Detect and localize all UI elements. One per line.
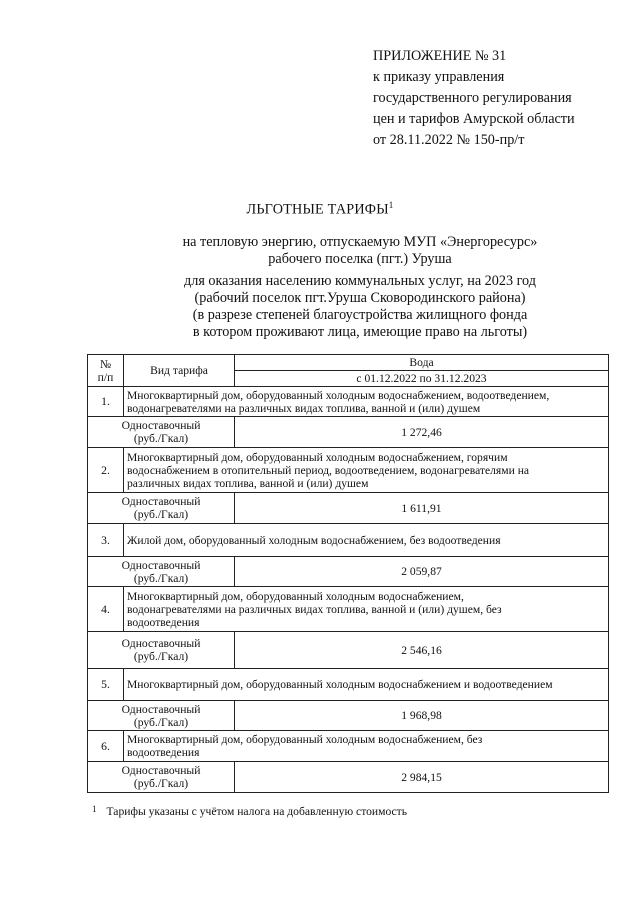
rate-label-line: Одноставочный xyxy=(121,495,201,508)
row-desc-cell xyxy=(124,587,609,632)
desc-line: Многоквартирный дом, оборудованный холодным водоснабжением, водоотведением, xyxy=(127,388,550,402)
desc-line: Жилой дом, оборудованный холодным водоснабжением, без водоотведения xyxy=(127,533,501,547)
row-num-cell: 6. xyxy=(88,731,124,762)
appendix-line: к приказу управления xyxy=(373,69,505,85)
rate-label-line: Одноставочный xyxy=(121,419,201,432)
table-row xyxy=(88,762,609,793)
desc-line: водонагревателями на различных видах топлива, ванной и (или) душем xyxy=(127,401,481,415)
rate-label-line: Одноставочный xyxy=(121,558,201,572)
desc-line: Многоквартирный дом, оборудованный холодным водоснабжением, горячим xyxy=(127,450,508,464)
subtitle-line: для оказания населению коммунальных услуг, на 2023 год xyxy=(184,273,536,289)
subtitle-line: рабочего поселка (пгт.) Уруша xyxy=(268,251,452,267)
appendix-line: государственного регулирования xyxy=(373,90,572,106)
row-num-cell: 1. xyxy=(88,387,124,417)
subtitle-line: (в разрезе степеней благоустройства жилищного фонда xyxy=(192,307,528,323)
rate-label-line: (руб./Гкал) xyxy=(133,650,189,663)
rate-value-cell: 2 984,15 xyxy=(235,762,609,793)
rate-label-cell xyxy=(88,701,235,731)
table-row xyxy=(88,448,609,493)
rate-value-cell: 1 968,98 xyxy=(235,701,609,731)
row-num-cell: 4. xyxy=(88,587,124,632)
appendix-line: ПРИЛОЖЕНИЕ № 31 xyxy=(373,48,507,64)
row-num-cell: 5. xyxy=(88,669,124,701)
subtitle-line: в котором проживают лица, имеющие право на льготы) xyxy=(192,324,528,340)
rate-value-cell: 1 611,91 xyxy=(235,493,609,524)
footnote-mark: 1 xyxy=(92,804,97,814)
rate-label-cell xyxy=(88,762,235,793)
row-num-cell: 2. xyxy=(88,448,124,493)
rate-label-line: Одноставочный xyxy=(121,637,201,650)
header-num-line: п/п xyxy=(97,370,114,384)
table-header-row xyxy=(88,355,609,371)
desc-line: водоснабжением в отопительный период, водоотведением, водонагревателями на xyxy=(127,463,530,477)
footnote xyxy=(92,805,407,818)
title-text: ЛЬГОТНЫЕ ТАРИФЫ xyxy=(246,201,389,218)
row-desc-cell xyxy=(124,448,609,493)
rate-label-line: (руб./Гкал) xyxy=(133,432,189,445)
rate-label-line: Одноставочный xyxy=(121,702,201,716)
appendix-line: цен и тарифов Амурской области xyxy=(373,111,575,127)
desc-line: различных видах топлива, ванной и (или) душем xyxy=(127,476,369,490)
header-period-cell: с 01.12.2022 по 31.12.2023 xyxy=(235,371,609,387)
row-desc-cell xyxy=(124,731,609,762)
rate-value-cell: 1 272,46 xyxy=(235,417,609,448)
rate-label-cell xyxy=(88,493,235,524)
header-resource-cell: Вода xyxy=(235,355,609,371)
table-row xyxy=(88,493,609,524)
table-row xyxy=(88,417,609,448)
tariff-table xyxy=(87,354,609,793)
rate-value-cell: 2 059,87 xyxy=(235,557,609,587)
table-row xyxy=(88,632,609,669)
subtitle-line: (рабочий поселок пгт.Уруша Сковородинского района) xyxy=(194,290,526,306)
header-num-line: № xyxy=(99,357,112,371)
desc-line: водонагревателями на различных видах топлива, ванной и (или) душем, без xyxy=(127,602,502,616)
rate-label-line: Одноставочный xyxy=(121,764,201,777)
rate-label-line: (руб./Гкал) xyxy=(133,715,189,729)
desc-line: водоотведения xyxy=(127,746,200,759)
table-row xyxy=(88,387,609,417)
desc-line: Многоквартирный дом, оборудованный холодным водоснабжением, без xyxy=(127,733,483,746)
rate-label-cell xyxy=(88,632,235,669)
table-row xyxy=(88,524,609,557)
header-type-cell: Вид тарифа xyxy=(124,355,235,387)
document-title xyxy=(0,200,640,219)
row-num-cell: 3. xyxy=(88,524,124,557)
desc-line: водоотведения xyxy=(127,615,200,629)
table-row xyxy=(88,669,609,701)
table-row xyxy=(88,731,609,762)
rate-label-line: (руб./Гкал) xyxy=(133,508,189,521)
appendix-line: от 28.11.2022 № 150-пр/т xyxy=(373,132,525,148)
appendix-block xyxy=(373,46,633,151)
rate-label-cell xyxy=(88,417,235,448)
table-row xyxy=(88,587,609,632)
rate-value-cell: 2 546,16 xyxy=(235,632,609,669)
desc-line: Многоквартирный дом, оборудованный холодным водоснабжением, xyxy=(127,589,464,603)
rate-label-line: (руб./Гкал) xyxy=(133,777,189,790)
title-footnote-mark: 1 xyxy=(388,200,394,210)
subtitle-line: на тепловую энергию, отпускаемую МУП «Энергоресурс» xyxy=(182,234,538,250)
table-row xyxy=(88,557,609,587)
table-row xyxy=(88,701,609,731)
footnote-text: Тарифы указаны с учётом налога на добавленную стоимость xyxy=(106,805,408,818)
desc-line: Многоквартирный дом, оборудованный холодным водоснабжением и водоотведением xyxy=(127,678,553,691)
row-desc-cell xyxy=(124,524,609,557)
rate-label-cell xyxy=(88,557,235,587)
row-desc-cell xyxy=(124,669,609,701)
rate-label-line: (руб./Гкал) xyxy=(133,571,189,585)
document-subtitle xyxy=(0,234,640,341)
row-desc-cell xyxy=(124,387,609,417)
header-num-cell xyxy=(88,355,124,387)
